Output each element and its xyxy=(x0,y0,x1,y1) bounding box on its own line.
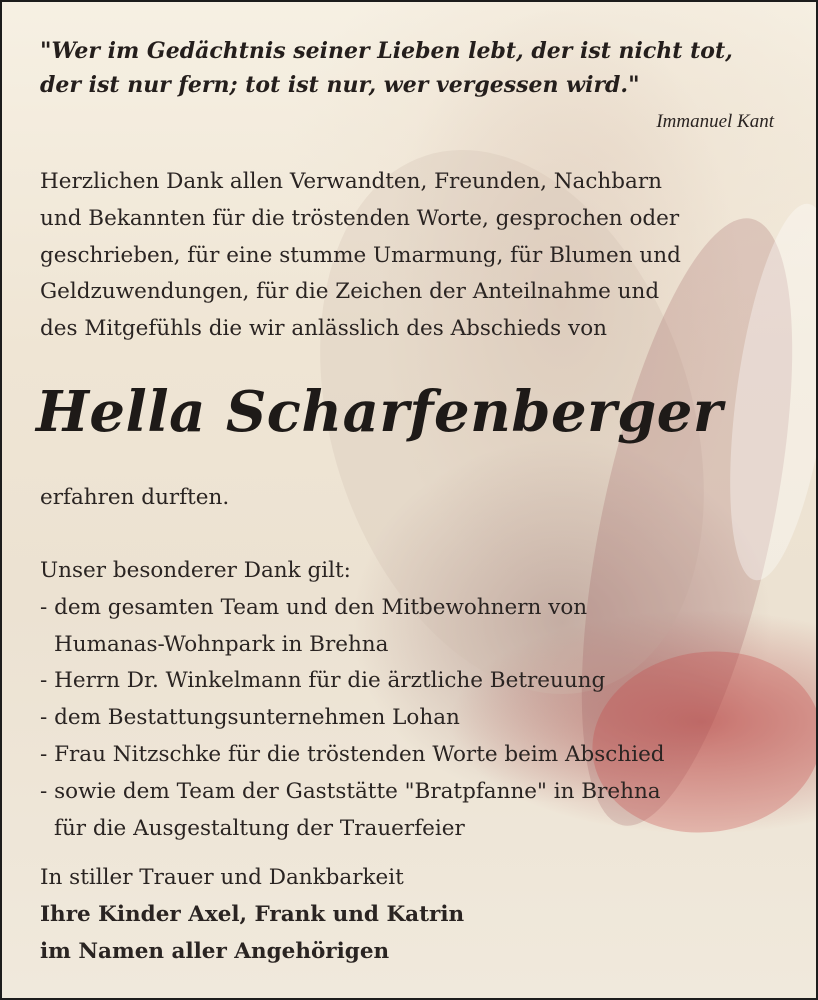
obituary-content xyxy=(2,2,816,998)
quote-author: Immanuel Kant xyxy=(656,111,774,132)
quote-line: der ist nur fern; tot ist nur, wer vergessen wird." xyxy=(40,72,640,98)
thanks-item: - Frau Nitzschke für die tröstenden Worte beim Abschied xyxy=(40,741,665,767)
thanks-item: - Herrn Dr. Winkelmann für die ärztliche Betreuung xyxy=(40,668,606,694)
thanks-item: - dem Bestattungsunternehmen Lohan xyxy=(40,705,460,731)
signatories-note: im Namen aller Angehörigen xyxy=(40,938,390,964)
thanks-item-continuation: für die Ausgestaltung der Trauerfeier xyxy=(54,815,465,841)
special-thanks-heading: Unser besonderer Dank gilt: xyxy=(40,558,351,583)
intro-line: Geldzuwendungen, für die Zeichen der Anteilnahme und xyxy=(40,279,660,305)
closing-line: In stiller Trauer und Dankbarkeit xyxy=(40,865,404,890)
special-thanks-list xyxy=(40,553,800,847)
intro-paragraph xyxy=(40,164,800,348)
thanks-item-continuation: Humanas-Wohnpark in Brehna xyxy=(54,631,389,657)
thanks-item: - sowie dem Team der Gaststätte "Bratpfanne" in Brehna xyxy=(40,778,661,804)
signatories: Ihre Kinder Axel, Frank und Katrin xyxy=(40,901,465,927)
intro-line: geschrieben, für eine stumme Umarmung, für Blumen und xyxy=(40,242,681,268)
thanks-item: - dem gesamten Team und den Mitbewohnern von xyxy=(40,594,588,620)
after-name-text xyxy=(40,480,800,517)
after-name-line: erfahren durften. xyxy=(40,485,230,510)
kant-quote xyxy=(40,34,780,102)
closing-signature xyxy=(40,860,800,970)
intro-line: und Bekannten für die tröstenden Worte, gesprochen oder xyxy=(40,205,680,231)
intro-line: Herzlichen Dank allen Verwandten, Freunden, Nachbarn xyxy=(40,169,662,194)
quote-line: "Wer im Gedächtnis seiner Lieben lebt, der ist nicht tot, xyxy=(40,38,733,64)
intro-line: des Mitgefühls die wir anlässlich des Abschieds von xyxy=(40,316,607,342)
deceased-name: Hella Scharfenberger xyxy=(36,379,723,445)
